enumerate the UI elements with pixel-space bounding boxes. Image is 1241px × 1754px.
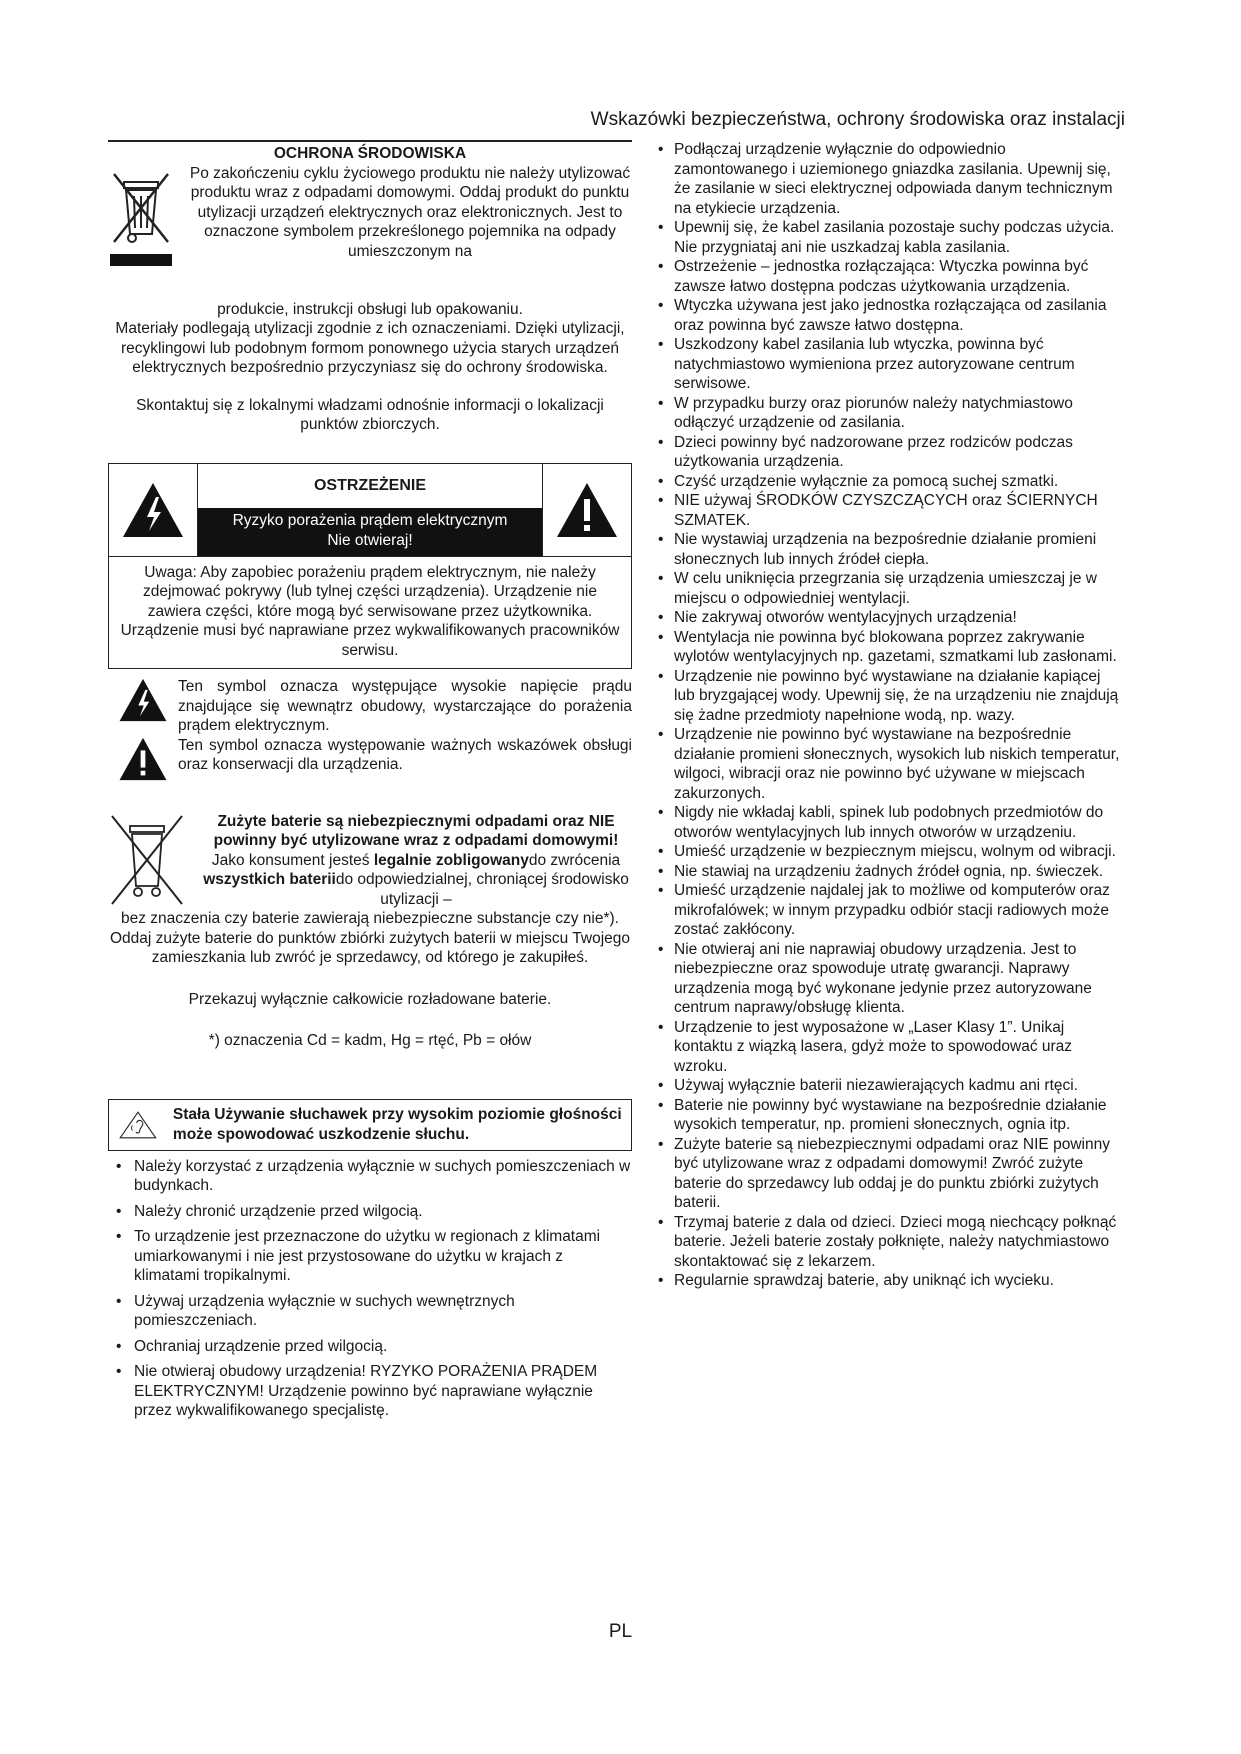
list-item: • Urządzenie nie powinno być wystawiane na bezpośrednie działanie promieni słonecznych, wysokich lub niskich temperatur, wilgoci, wibracji oraz nie powinno być używane w miejscach zakurzonych. [654,725,1122,803]
list-item: • Wtyczka używana jest jako jednostka rozłączająca od zasilania oraz powinna być zawsze łatwo dostępna. [654,296,1122,335]
list-item: • Urządzenie nie powinno być wystawiane na działanie kapiącej lub bryzgającej wody. Upewnij się, że na urządzeniu nie znajdują się żadne przedmioty napełnione wodą, np. wazy. [654,667,1122,726]
hearing-warning-box [108,1099,632,1151]
right-bullet-list [654,140,1122,1291]
battery-bold-1: Zużyte baterie są niebezpiecznymi odpadami oraz NIE powinny być utylizowane wraz z odpadami domowymi! [213,812,619,849]
battery-paragraph-1 [200,812,632,910]
battery-text-1: Jako konsument jesteś [211,851,374,869]
left-column [108,140,632,1421]
list-item: • Nie zakrywaj otworów wentylacyjnych urządzenia! [654,608,1122,628]
list-item: • Regularnie sprawdzaj baterie, aby uniknąć ich wycieku. [654,1271,1122,1291]
list-item: • Uszkodzony kabel zasilania lub wtyczka, powinna być natychmiastowo wymieniona przez autoryzowane centrum serwisowe. [654,335,1122,394]
list-item: • Upewnij się, że kabel zasilania pozostaje suchy podczas użycia. Nie przygniataj ani nie uszkadzaj kabla zasilania. [654,218,1122,257]
battery-paragraph-3: Przekazuj wyłącznie całkowicie rozładowane baterie. [188,990,552,1008]
list-item: • Używaj wyłącznie baterii niezawierających kadmu ani rtęci. [654,1076,1122,1096]
list-item: • Umieść urządzenie najdalej jak to możliwe od komputerów oraz mikrofalówek; w innym przypadku odbiór stacji radiowych może zostać zakłócony. [654,881,1122,940]
ear-warning-icon [119,1102,157,1148]
lightning-symbol-icon [118,677,168,723]
environment-paragraph-4: Skontaktuj się z lokalnymi władzami odnośnie informacji o lokalizacji punktów zbiorczych. [136,396,604,433]
crossed-bin-icon [108,168,174,268]
battery-paragraph-2: Oddaj zużyte baterie do punktów zbiórki zużytych baterii w miejscu Twojego zamieszkania lub zwróć je sprzedawcy, od którego je zakupiłeś. [109,929,631,966]
list-item: • Trzymaj baterie z dala od dzieci. Dzieci mogą niechcący połknąć baterie. Jeżeli baterie zostały połknięte, należy natychmiastowo skontaktować się z lekarzem. [654,1213,1122,1272]
page-number: PL [608,1621,633,1642]
page-title: Wskazówki bezpieczeństwa, ochrony środowiska oraz instalacji [590,109,1125,130]
list-item: • Nigdy nie wkładaj kabli, spinek lub podobnych przedmiotów do otworów wentylacyjnych lub innych otworów w urządzeniu. [654,803,1122,842]
environment-paragraph-3: Materiały podlegają utylizacji zgodnie z ich oznaczeniami. Dzięki utylizacji, recyklingowi lub podobnym formom ponownego użycia starych urządzeń elektrycznych bezpośrednio przyczyniasz się do ochrony środowiska. [115,320,625,376]
list-item: • Nie otwieraj obudowy urządzenia! RYZYKO PORAŻENIA PRĄDEM ELEKTRYCZNYM! Urządzenie powinno być naprawiane wyłącznie przez wykwalifikowanego specjalistę. [108,1362,632,1421]
warning-title: OSTRZEŻENIE [313,476,426,494]
right-column [654,140,1122,1291]
list-item: • Ochraniaj urządzenie przed wilgocią. [108,1337,632,1357]
list-item: • Należy korzystać z urządzenia wyłącznie w suchych pomieszczeniach w budynkach. [108,1157,632,1196]
battery-bin-icon [108,812,186,912]
hearing-warning-text: Stała Używanie słuchawek przy wysokim poziomie głośności może spowodować uszkodzenie słuchu. [172,1105,622,1143]
lightning-warning-icon [121,481,185,539]
list-item: • Używaj urządzenia wyłącznie w suchych wewnętrznych pomieszczeniach. [108,1292,632,1331]
warning-line-2: Nie otwieraj! [327,531,413,549]
list-item: • Dzieci powinny być nadzorowane przez rodziców podczas użytkowania urządzenia. [654,433,1122,472]
list-item: • W celu uniknięcia przegrzania się urządzenia umieszczaj je w miejscu o odpowiedniej wentylacji. [654,569,1122,608]
list-item: • Ostrzeżenie – jednostka rozłączająca: Wtyczka powinna być zawsze łatwo dostępna podczas użytkowania urządzenia. [654,257,1122,296]
list-item: • Wentylacja nie powinna być blokowana poprzez zakrywanie wylotów wentylacyjnych np. gazetami, szmatkami lub zasłonami. [654,628,1122,667]
list-item: • Podłączaj urządzenie wyłącznie do odpowiednio zamontowanego i uziemionego gniazdka zasilania. Upewnij się, że zasilanie w sieci elektrycznej odpowiada danym technicznym na etykiecie urządzenia. [654,140,1122,218]
list-item: • Nie stawiaj na urządzeniu żadnych źródeł ognia, np. świeczek. [654,862,1122,882]
list-item: • Należy chronić urządzenie przed wilgocią. [108,1202,632,1222]
list-item: • Zużyte baterie są niebezpiecznymi odpadami oraz NIE powinny być utylizowane wraz z odpadami domowymi! Zwróć zużyte baterie do sprzedawcy lub oddaj je do punktu zbiórki zużytych baterii. [654,1135,1122,1213]
environment-paragraph-1: Po zakończeniu cyklu życiowego produktu nie należy utylizować produktu wraz z odpadami domowymi. Oddaj produkt do punktu utylizacji urządzeń elektrycznych oraz elektronicznych. Jest to oznaczone symbolem przekreślonego pojemnika na odpady umieszczonym na [189,164,631,260]
battery-bold-3: wszystkich baterii [203,871,336,888]
voltage-symbol-row [108,677,632,736]
list-item: • To urządzenie jest przeznaczone do użytku w regionach z klimatami umiarkowanymi i nie jest przystosowane do użytku w krajach z klimatami tropikalnymi. [108,1227,632,1286]
battery-paragraph-4: *) oznaczenia Cd = kadm, Hg = rtęć, Pb = ołów [208,1032,532,1049]
battery-text-3: do odpowiedzialnej, chroniącej środowisko utylizacji – [335,871,629,908]
warning-box [108,463,632,670]
battery-paragraph-1-cont: bez znaczenia czy baterie zawierają niebezpieczne substancje czy nie*). [121,910,619,927]
environment-heading: OCHRONA ŚRODOWISKA [108,140,632,164]
list-item: • Urządzenie to jest wyposażone w „Laser Klasy 1”. Unikaj kontaktu z wiązką lasera, gdyż może to spowodować uraz wzroku. [654,1018,1122,1077]
exclamation-symbol-icon [118,736,168,782]
important-symbol-text: Ten symbol oznacza występowanie ważnych wskazówek obsługi oraz konserwacji dla urządzenia. [178,736,632,773]
important-symbol-row [108,736,632,782]
voltage-symbol-text: Ten symbol oznacza występujące wysokie napięcie prądu znajdujące się wewnątrz obudowy, wystarczające do porażenia prądem elektrycznym. [178,678,632,734]
battery-bold-2: legalnie zobligowany [373,851,529,869]
environment-paragraph-2: produkcie, instrukcji obsługi lub opakowaniu. [217,300,523,318]
environment-section [108,164,632,294]
list-item: • Baterie nie powinny być wystawiane na bezpośrednie działanie wysokich temperatur, np. promieni słonecznych, ognia itp. [654,1096,1122,1135]
battery-text-2: do zwrócenia [528,851,621,869]
battery-section [108,812,632,1051]
list-item: • W przypadku burzy oraz piorunów należy natychmiastowo odłączyć urządzenie od zasilania. [654,394,1122,433]
list-item: • NIE używaj ŚRODKÓW CZYSZCZĄCYCH oraz ŚCIERNYCH SZMATEK. [654,491,1122,530]
list-item: • Czyść urządzenie wyłącznie za pomocą suchej szmatki. [654,472,1122,492]
warning-line-1: Ryzyko porażenia prądem elektrycznym [232,511,508,529]
list-item: • Nie otwieraj ani nie naprawiaj obudowy urządzenia. Jest to niebezpieczne oraz spowoduje utratę gwarancji. Naprawy urządzenia mogą być wykonane jedynie przez autoryzowane centrum naprawy/obsługę klienta. [654,940,1122,1018]
list-item: • Nie wystawiaj urządzenia na bezpośrednie działanie promieni słonecznych lub innych źródeł ciepła. [654,530,1122,569]
warning-text: Uwaga: Aby zapobiec porażeniu prądem elektrycznym, nie należy zdejmować pokrywy (lub tylnej części urządzenia). Urządzenie nie zawiera części, które mogą być serwisowane przez użytkownika. Urządzenie musi być naprawiane przez wykwalifikowanych pracowników serwisu. [120,563,620,659]
exclamation-warning-icon [555,481,619,539]
list-item: • Umieść urządzenie w bezpiecznym miejscu, wolnym od wibracji. [654,842,1122,862]
left-bullet-list [108,1157,632,1421]
